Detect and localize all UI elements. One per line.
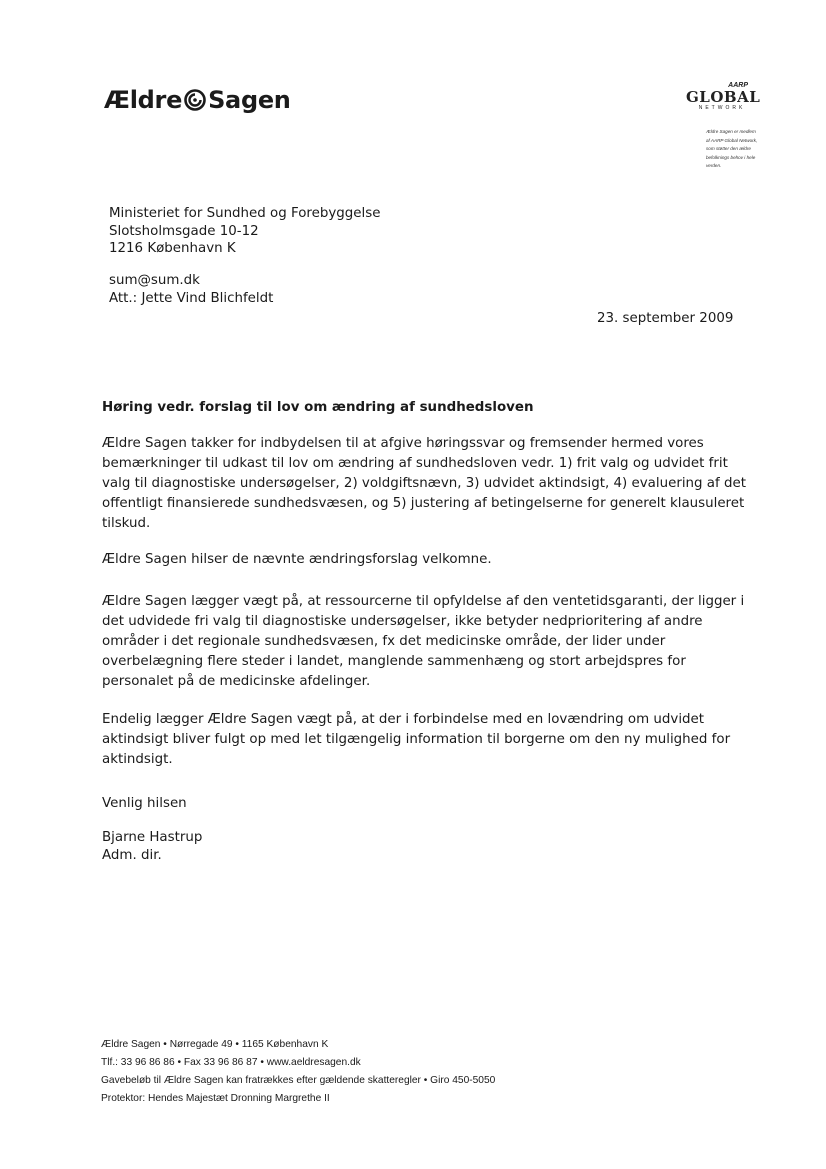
body-paragraph-3 — [102, 592, 752, 692]
letter-subject: Høring vedr. forslag til lov om ændring af sundhedsloven — [102, 400, 534, 415]
recipient-contact — [109, 272, 273, 307]
paragraph-line: tilskud. — [102, 516, 151, 531]
network-note-line: befolknings behov i hele — [706, 154, 756, 160]
paragraph-line: områder i det regionale sundhedsvæsen, fx det medicinske område, der lider under — [102, 634, 666, 649]
body-paragraph-2 — [102, 550, 752, 570]
footer-line: Tlf.: 33 96 86 86 • Fax 33 96 86 87 • www.aeldresagen.dk — [101, 1057, 361, 1068]
paragraph-line: det udvidede fri valg til diagnostiske undersøgelser, ikke betyder nedprioritering af andre — [102, 614, 703, 629]
network-note-line: Ældre Sagen er medlem — [706, 129, 756, 134]
recipient-line: Ministeriet for Sundhed og Forebyggelse — [109, 206, 381, 221]
recipient-address — [109, 205, 380, 258]
aeldre-sagen-logo — [104, 86, 291, 114]
body-paragraph-1 — [102, 434, 752, 534]
body-paragraph-4 — [102, 710, 752, 770]
recipient-line: 1216 København K — [109, 241, 236, 256]
global-network-logo — [686, 82, 761, 111]
network-note-line: som støtter den ældre — [706, 146, 751, 152]
global-word: GLOBAL — [686, 88, 761, 106]
footer-line: Gavebeløb til Ældre Sagen kan fratrækkes efter gældende skatteregler • Giro 450-5050 — [101, 1075, 496, 1086]
closing-salutation: Venlig hilsen — [102, 796, 187, 811]
logo-text-right: Sagen — [208, 86, 291, 114]
paragraph-line: bemærkninger til udkast til lov om ændring af sundhedsloven vedr. 1) frit valg og udvidet frit — [102, 456, 728, 471]
network-word: NETWORK — [698, 105, 746, 111]
signature-block — [102, 829, 202, 864]
logo-swirl-icon — [184, 89, 206, 111]
signatory-name: Bjarne Hastrup — [102, 830, 203, 845]
paragraph-line: Ældre Sagen takker for indbydelsen til at afgive høringssvar og fremsender hermed vores — [102, 436, 704, 451]
aarp-mark: AARP — [728, 82, 748, 89]
logo-text-left: Ældre — [104, 86, 183, 114]
letter-footer — [101, 1036, 495, 1108]
recipient-attention: Att.: Jette Vind Blichfeldt — [109, 290, 274, 306]
footer-line: Ældre Sagen • Nørregade 49 • 1165 København K — [101, 1039, 329, 1050]
network-note-line: verden. — [706, 163, 722, 169]
letter-date: 23. september 2009 — [597, 311, 734, 326]
paragraph-line: Endelig lægger Ældre Sagen vægt på, at der i forbindelse med en lovændring om udvidet — [102, 712, 705, 727]
paragraph-line: Ældre Sagen lægger vægt på, at ressourcerne til opfyldelse af den ventetidsgaranti, der ligger i — [102, 594, 745, 609]
recipient-email: sum@sum.dk — [109, 273, 200, 288]
signatory-title: Adm. dir. — [102, 847, 162, 863]
paragraph-line: aktindsigt bliver fulgt op med let tilgængelig information til borgerne om den ny mulighed for — [102, 732, 731, 747]
network-note-line: af AARP Global Network, — [706, 137, 758, 143]
paragraph-line: valg til diagnostiske undersøgelser, 2) voldgiftsnævn, 3) udvidet aktindsigt, 4) evaluering af det — [102, 476, 746, 491]
paragraph-line: offentligt finansierede sundhedsvæsen, og 5) justering af betingelserne for generelt klausuleret — [102, 496, 745, 511]
paragraph-line: personalet på de medicinske afdelinger. — [102, 674, 371, 689]
paragraph-line: aktindsigt. — [102, 752, 173, 767]
network-note — [706, 128, 770, 171]
paragraph-line: Ældre Sagen hilser de nævnte ændringsforslag velkomne. — [102, 552, 492, 567]
recipient-line: Slotsholmsgade 10-12 — [109, 223, 259, 239]
paragraph-line: overbelægning flere steder i landet, manglende sammenhæng og stort arbejdspres for — [102, 654, 686, 669]
footer-line: Protektor: Hendes Majestæt Dronning Margrethe II — [101, 1093, 330, 1104]
